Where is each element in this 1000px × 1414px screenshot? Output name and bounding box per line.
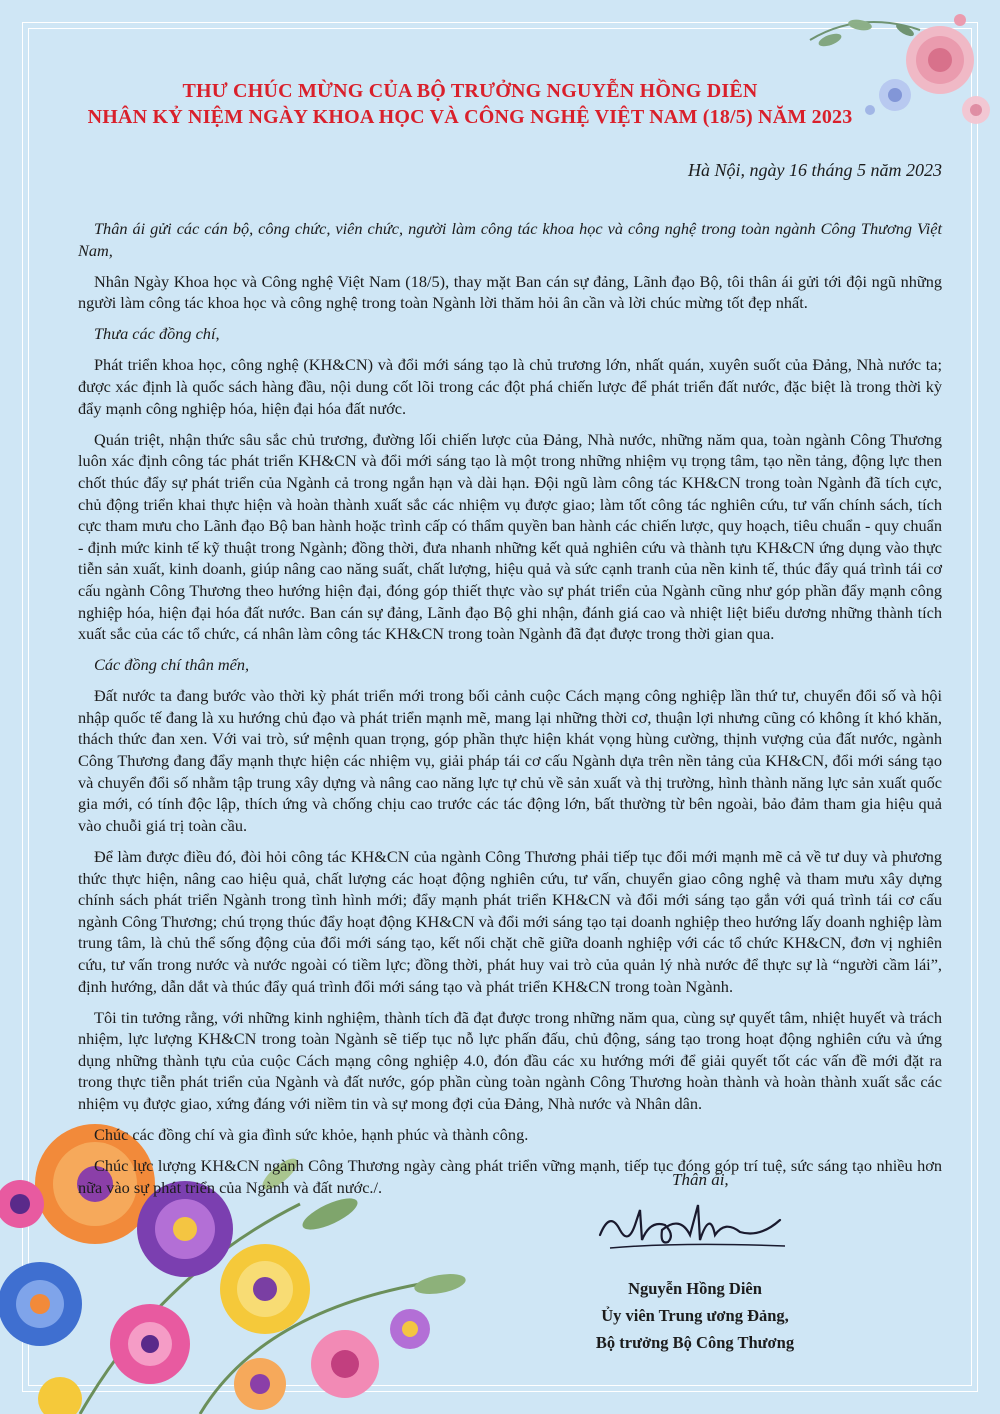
title-line-2: NHÂN KỶ NIỆM NGÀY KHOA HỌC VÀ CÔNG NGHỆ VIỆT NAM (18/5) NĂM 2023 xyxy=(87,106,853,128)
address-line: Thưa các đồng chí, xyxy=(94,324,220,344)
paragraph: Nhân Ngày Khoa học và Công nghệ Việt Nam (18/5), thay mặt Ban cán sự đảng, Lãnh đạo Bộ, tôi thân ái gửi tới đội ngũ những người làm công tác khoa học và công nghệ trong toàn Ngành lời thăm hỏi ân cần và lời chúc mừng tốt đẹp nhất. xyxy=(78,271,942,313)
address-line: Các đồng chí thân mến, xyxy=(94,655,250,675)
signer-block xyxy=(565,1275,825,1356)
signer-name: Nguyễn Hồng Diên xyxy=(628,1279,762,1298)
salutation: Thân ái gửi các cán bộ, công chức, viên chức, người làm công tác khoa học và công nghệ trong toàn ngành Công Thương Việt Nam, xyxy=(78,219,942,260)
date-line: Hà Nội, ngày 16 tháng 5 năm 2023 xyxy=(688,160,942,180)
paragraph: Đất nước ta đang bước vào thời kỳ phát triển mới trong bối cảnh cuộc Cách mạng công nghiệp lần thứ tư, chuyển đổi số và hội nhập quốc tế đang là xu hướng chủ đạo và phát triển mạnh mẽ, mang lại những thời cơ, thuận lợi nhưng cũng có không ít khó khăn, thách thức đan xen. Với vai trò, sứ mệnh quan trọng, góp phần thực hiện khát vọng hùng cường, thịnh vượng của đất nước, ngành Công Thương đang đẩy mạnh thực hiện các nhiệm vụ, giải pháp tái cơ cấu Ngành dựa trên nền tảng của KH&CN, đổi mới sáng tạo và chuyển đổi số nhằm tập trung xây dựng và nâng cao năng lực tự chủ về sản xuất và thị trường, hình thành năng lực sản xuất quốc gia mới, có tính độc lập, thích ứng và chống chịu cao trước các tác động lớn, bất thường từ bên ngoài, bảo đảm tham gia hiệu quả vào chuỗi giá trị toàn cầu. xyxy=(78,686,942,835)
paragraph: Chúc lực lượng KH&CN ngành Công Thương ngày càng phát triển vững mạnh, tiếp tục đóng góp trí tuệ, sức sáng tạo nhiều hơn nữa vào sự phát triển của Ngành và đất nước./. xyxy=(78,1156,942,1197)
paragraph: Chúc các đồng chí và gia đình sức khỏe, hạnh phúc và thành công. xyxy=(94,1125,529,1145)
letter-title xyxy=(60,78,880,130)
title-line-1: THƯ CHÚC MỪNG CỦA BỘ TRƯỞNG NGUYỄN HỒNG DIÊN xyxy=(182,80,758,102)
paragraph: Tôi tin tưởng rằng, với những kinh nghiệm, thành tích đã đạt được trong những năm qua, cùng sự quyết tâm, nhiệt huyết và trách nhiệm, lực lượng KH&CN trong toàn Ngành sẽ tiếp tục nỗ lực phấn đấu, chủ động, sáng tạo trong hoạt động nghiên cứu và ứng dụng những thành tựu của cuộc Cách mạng công nghiệp 4.0, đón đầu các xu hướng mới để giải quyết tốt các vấn đề mới đặt ra trong thực tiễn phát triển của Ngành và đất nước, góp phần cùng toàn ngành Công Thương hoàn thành và hoàn thành xuất sắc các nhiệm vụ được giao, xứng đáng với niềm tin và sự mong đợi của Đảng, Nhà nước và Nhân dân. xyxy=(78,1007,942,1113)
paragraph: Để làm được điều đó, đòi hỏi công tác KH&CN của ngành Công Thương phải tiếp tục đổi mới mạnh mẽ cả về tư duy và phương thức thực hiện, nâng cao hiệu quả, chất lượng các hoạt động nghiên cứu, tư vấn, chuyển giao công nghệ và tham mưu xây dựng chính sách phát triển Ngành trong tình hình mới; đẩy mạnh phát triển KH&CN và đổi mới sáng tạo gắn với quá trình tái cơ cấu ngành Công Thương; chú trọng thúc đẩy hoạt động KH&CN và đổi mới sáng tạo tại doanh nghiệp theo hướng lấy doanh nghiệp làm trung tâm, là chủ thể sống động của đổi mới sáng tạo, kết nối chặt chẽ giữa doanh nghiệp với các tổ chức KH&CN, đơn vị nghiên cứu, tư vấn trong nước và nước ngoài có tiềm lực; đồng thời, phát huy vai trò của quản lý nhà nước để thực sự là “người cầm lái”, định hướng, dẫn dắt và thúc đẩy quá trình đổi mới sáng tạo và phát triển KH&CN trong toàn Ngành. xyxy=(78,846,942,996)
signer-title-1: Ủy viên Trung ương Đảng, xyxy=(601,1306,789,1325)
signer-title-2: Bộ trưởng Bộ Công Thương xyxy=(595,1333,795,1352)
paragraph: Quán triệt, nhận thức sâu sắc chủ trương, đường lối chiến lược của Đảng, Nhà nước, những năm qua, toàn ngành Công Thương luôn xác định công tác phát triển KH&CN và đổi mới sáng tạo là một trong những nhiệm vụ trọng tâm, tạo nền tảng, động lực then chốt thúc đẩy sự phát triển của Ngành cả trong ngắn hạn và dài hạn. Đội ngũ làm công tác KH&CN trong toàn Ngành đã tích cực, chủ động triển khai thực hiện và hoàn thành xuất sắc các nhiệm vụ được giao; làm tốt công tác nghiên cứu, tư vấn chính sách, tích cực tham mưu cho Lãnh đạo Bộ ban hành hoặc trình cấp có thẩm quyền ban hành các chiến lược, quy hoạch, tiêu chuẩn - quy chuẩn - định mức kinh tế kỹ thuật trong Ngành; đồng thời, đưa nhanh những kết quả nghiên cứu và thành tựu KH&CN ứng dụng vào thực tiễn sản xuất, kinh doanh, giúp nâng cao năng suất, chất lượng, hiệu quả và sức cạnh tranh của nền kinh tế, thúc đẩy quá trình tái cơ cấu ngành Công Thương theo hướng hiện đại, đóng góp thiết thực vào sự phát triển của Ngành cũng như góp phần đẩy mạnh công nghiệp hóa, hiện đại hóa đất nước. Ban cán sự đảng, Lãnh đạo Bộ ghi nhận, đánh giá cao và nhiệt liệt biểu dương những thành tích xuất sắc của các tổ chức, cá nhân làm công tác KH&CN trong toàn Ngành đã đạt được trong thời gian qua. xyxy=(78,429,942,644)
letter-body xyxy=(78,218,942,1208)
signature xyxy=(590,1190,790,1260)
closing-line: Thân ái, xyxy=(672,1170,729,1189)
paragraph: Phát triển khoa học, công nghệ (KH&CN) và đổi mới sáng tạo là chủ trương lớn, nhất quán, xuyên suốt của Đảng, Nhà nước ta; được xác định là quốc sách hàng đầu, nội dung cốt lõi trong các đột phá chiến lược để phát triển đất nước, đặc biệt là trong thời kỳ đẩy mạnh công nghiệp hóa, hiện đại hóa đất nước. xyxy=(78,355,942,418)
